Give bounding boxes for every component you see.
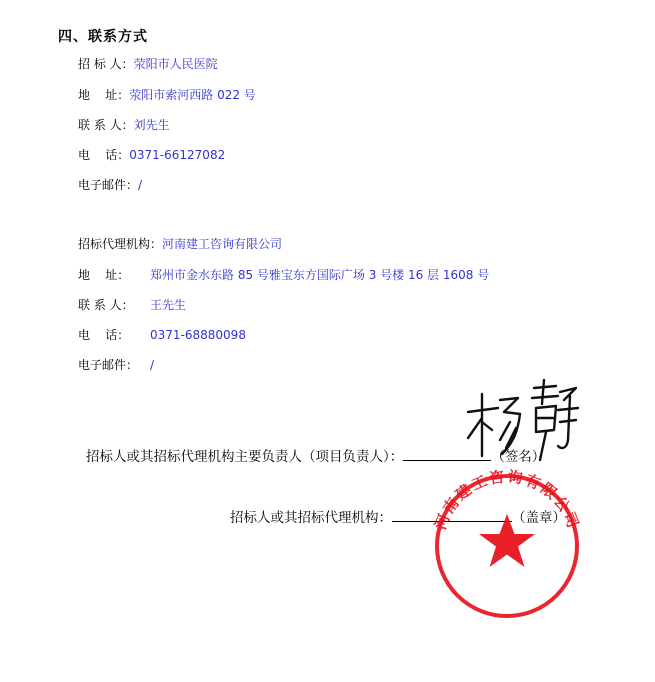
seal-text: 河南建工咨询有限公司 bbox=[431, 468, 583, 533]
tenderer-contact: 刘先生 bbox=[133, 118, 170, 132]
tenderer-address: 荥阳市索河西路 022 号 bbox=[129, 88, 256, 102]
agency-email-row bbox=[78, 357, 154, 373]
section-title: 四、联系方式 bbox=[58, 29, 148, 45]
tenderer-phone-row bbox=[78, 147, 225, 163]
agency-address-row bbox=[78, 267, 489, 283]
official-seal bbox=[417, 468, 597, 618]
tenderer-contact-row bbox=[78, 117, 170, 133]
tenderer-name-label: 招 标 人： bbox=[78, 57, 134, 71]
tenderer-address-row bbox=[78, 87, 256, 103]
agency-contact: 王先生 bbox=[150, 298, 187, 312]
agency-name: 河南建工咨询有限公司 bbox=[162, 237, 283, 251]
org-seal-label: 招标人或其招标代理机构： bbox=[230, 510, 392, 526]
agency-phone: 0371-68880098 bbox=[150, 328, 246, 342]
tenderer-name-row bbox=[78, 56, 218, 72]
agency-phone-row bbox=[78, 327, 246, 343]
tenderer-phone: 0371-66127082 bbox=[129, 148, 226, 162]
seal-star-icon bbox=[479, 514, 535, 567]
agency-phone-label: 电 话： bbox=[78, 328, 130, 342]
tenderer-email-label: 电子邮件： bbox=[78, 178, 139, 192]
tenderer-address-label: 地 址： bbox=[78, 88, 130, 102]
agency-contact-label: 联 系 人： bbox=[78, 298, 134, 312]
tenderer-contact-label: 联 系 人： bbox=[78, 118, 134, 132]
org-seal-suffix: （盖章） bbox=[512, 510, 566, 526]
leader-signature-suffix: （签名） bbox=[491, 449, 546, 465]
agency-address: 郑州市金水东路 85 号雅宝东方国际广场 3 号楼 16 层 1608 号 bbox=[150, 268, 490, 282]
agency-address-label: 地 址： bbox=[78, 268, 130, 282]
tenderer-email: / bbox=[138, 178, 143, 192]
agency-email-label: 电子邮件： bbox=[78, 358, 139, 372]
agency-name-label: 招标代理机构： bbox=[78, 237, 163, 251]
tenderer-email-row bbox=[78, 177, 142, 193]
tenderer-name: 荥阳市人民医院 bbox=[133, 57, 218, 71]
tenderer-phone-label: 电 话： bbox=[78, 148, 130, 162]
leader-signature-label: 招标人或其招标代理机构主要负责人（项目负责人）： bbox=[86, 449, 404, 465]
agency-contact-row bbox=[78, 297, 186, 313]
handwritten-signature bbox=[460, 378, 580, 474]
agency-email: / bbox=[150, 358, 155, 372]
agency-name-row bbox=[78, 236, 282, 252]
